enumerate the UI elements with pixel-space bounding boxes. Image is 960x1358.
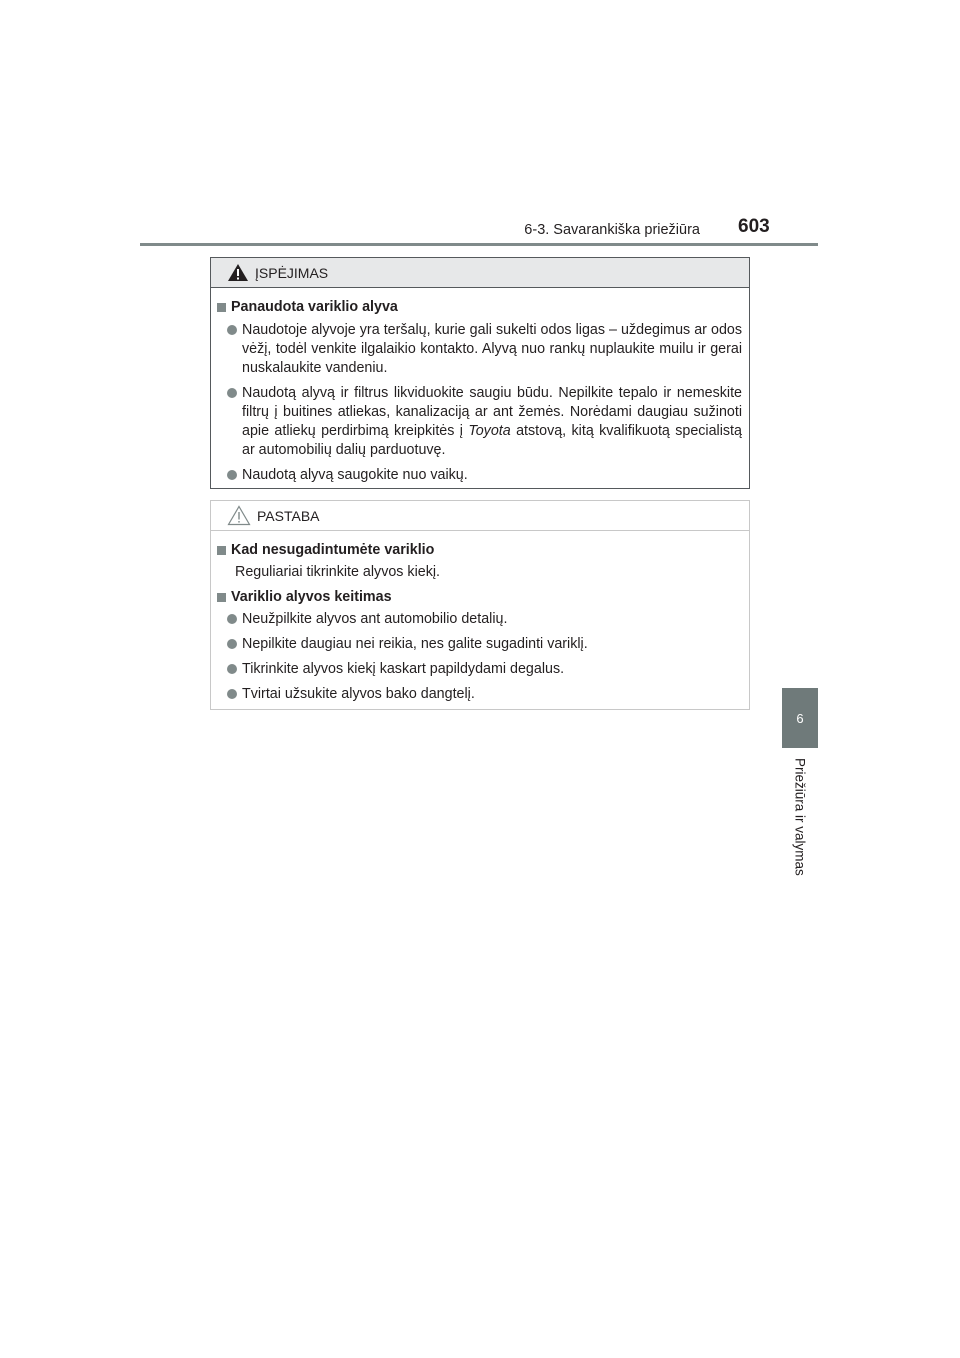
warning-box — [210, 257, 750, 489]
bullet-icon — [227, 325, 237, 335]
section-title: 6-3. Savarankiška priežiūra — [524, 222, 700, 238]
bullet-icon — [227, 639, 237, 649]
warning-title: ĮSPĖJIMAS — [255, 264, 329, 281]
list-item: Neužpilkite alyvos ant automobilio detalių. — [227, 610, 742, 629]
note-text: Reguliariai tikrinkite alyvos kiekį. — [235, 564, 440, 580]
warning-section-title: Panaudota variklio alyva — [217, 298, 742, 317]
note-box — [210, 500, 750, 710]
bullet-icon — [227, 388, 237, 398]
list-item: Naudotą alyvą saugokite nuo vaikų. — [227, 466, 742, 485]
bullet-icon — [227, 614, 237, 624]
list-item: Naudotoje alyvoje yra teršalų, kurie gali sukelti odos ligas – uždegimus ar odos vėžį, todėl venkite ilgalaikio kontakto. Alyvą nuo rankų nuplaukite muilu ir gerai nuskalaukite vandeniu. — [227, 321, 742, 378]
bullet-icon — [227, 664, 237, 674]
warning-header — [211, 258, 749, 288]
square-bullet-icon — [217, 303, 226, 312]
square-bullet-icon — [217, 546, 226, 555]
page-number: 603 — [738, 216, 770, 237]
warning-triangle-icon — [227, 263, 249, 282]
note-header — [211, 501, 749, 531]
list-item: Tikrinkite alyvos kiekį kaskart papildydami degalus. — [227, 660, 742, 679]
bullet-icon — [227, 689, 237, 699]
chapter-label: Priežiūra ir valymas — [792, 758, 808, 876]
note-section-title: Kad nesugadintumėte variklio — [217, 541, 742, 560]
list-item: Naudotą alyvą ir filtrus likviduokite saugiu būdu. Nepilkite tepalo ir nemeskite filtrų į buitines atliekas, kanalizaciją ar ant žemės. Norėdami daugiau sužinoti apie atliekų perdirbimą kreipkitės į Toyota atstovą, kitą kvalifikuotą specialistą ar automobilių dalių parduotuvę. — [227, 384, 742, 460]
chapter-number: 6 — [796, 710, 804, 726]
list-item: Nepilkite daugiau nei reikia, nes galite sugadinti variklį. — [227, 635, 742, 654]
bullet-icon — [227, 470, 237, 480]
list-item: Tvirtai užsukite alyvos bako dangtelį. — [227, 685, 742, 704]
square-bullet-icon — [217, 593, 226, 602]
header-rule — [140, 243, 818, 246]
chapter-tab[interactable] — [782, 688, 818, 748]
note-title: PASTABA — [257, 507, 320, 524]
caution-outline-triangle-icon — [227, 505, 251, 526]
note-section-title: Variklio alyvos keitimas — [217, 588, 742, 607]
brand-name: Toyota — [468, 423, 511, 439]
